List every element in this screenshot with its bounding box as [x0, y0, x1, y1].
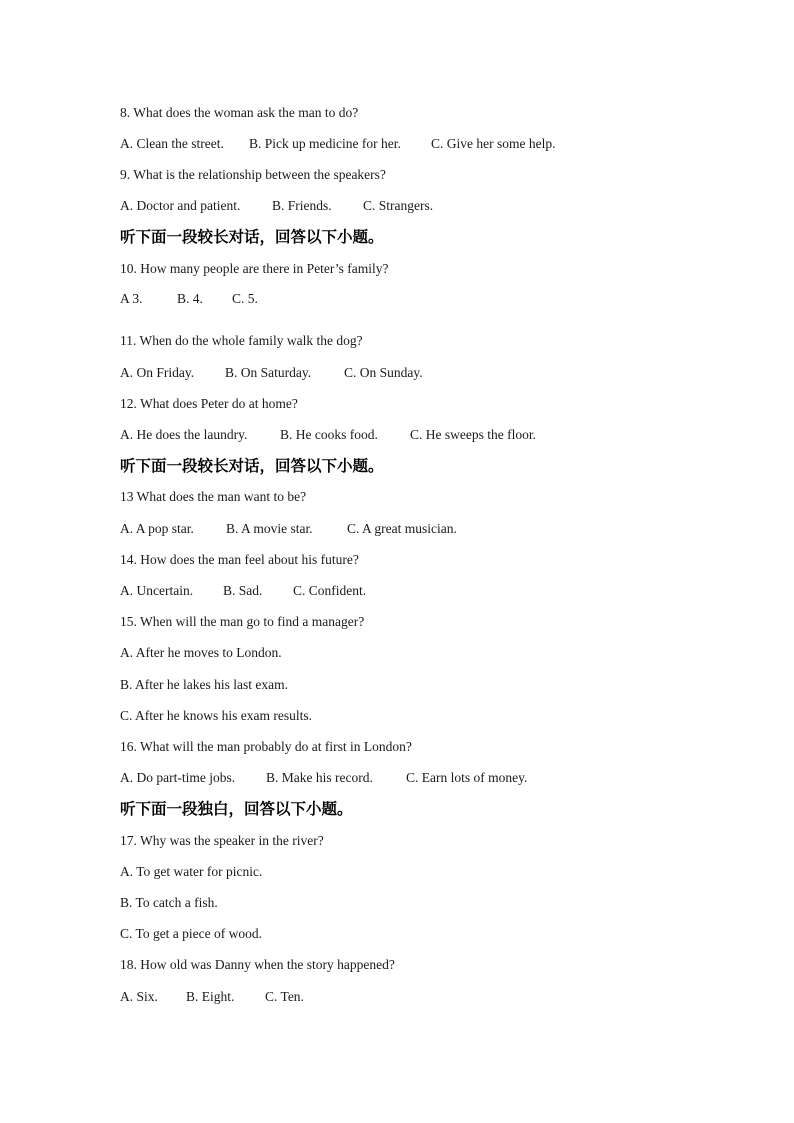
- option-a: A. Clean the street.: [120, 136, 224, 151]
- option-b: B. Sad.: [223, 583, 263, 598]
- option-a: A. A pop star.: [120, 521, 194, 536]
- option-b: B. To catch a fish.: [120, 895, 218, 910]
- question-14-options: [120, 583, 366, 599]
- section-heading: 听下面一段较长对话，回答以下小题。: [120, 228, 384, 246]
- option-a: A 3.: [120, 291, 143, 306]
- question-10-options: [120, 291, 258, 307]
- option-b: B. On Saturday.: [225, 365, 312, 380]
- question-16: 16. What will the man probably do at first in London?: [120, 739, 412, 754]
- option-c: C. Earn lots of money.: [406, 770, 528, 785]
- option-a: A. On Friday.: [120, 365, 195, 380]
- question-13: 13 What does the man want to be?: [120, 489, 307, 504]
- option-b: B. A movie star.: [226, 521, 313, 536]
- option-c: C. To get a piece of wood.: [120, 926, 263, 941]
- option-a: A. After he moves to London.: [120, 645, 282, 660]
- question-16-options: [120, 770, 527, 786]
- option-c: C. Give her some help.: [431, 136, 556, 151]
- question-11-options: [120, 365, 423, 381]
- question-10: 10. How many people are there in Peter’s family?: [120, 261, 389, 276]
- section-heading: 听下面一段独白，回答以下小题。: [120, 800, 353, 818]
- option-a: A. Six.: [120, 989, 158, 1004]
- question-8: 8. What does the woman ask the man to do?: [120, 105, 359, 120]
- question-15: 15. When will the man go to find a manager?: [120, 614, 365, 629]
- question-12: 12. What does Peter do at home?: [120, 396, 298, 411]
- option-c: C. Confident.: [293, 583, 367, 598]
- question-9-options: [120, 198, 433, 214]
- question-13-options: [120, 521, 457, 537]
- option-a: A. Do part-time jobs.: [120, 770, 236, 785]
- option-c: C. On Sunday.: [344, 365, 423, 380]
- option-a: A. Doctor and patient.: [120, 198, 241, 213]
- option-a: A. To get water for picnic.: [120, 864, 263, 879]
- option-a: A. He does the laundry.: [120, 427, 248, 442]
- option-c: C. A great musician.: [347, 521, 457, 536]
- question-12-options: [120, 427, 536, 443]
- option-b: B. He cooks food.: [280, 427, 378, 442]
- option-b: B. Eight.: [186, 989, 235, 1004]
- question-18: 18. How old was Danny when the story happened?: [120, 957, 395, 972]
- option-a: A. Uncertain.: [120, 583, 194, 598]
- option-b: B. 4.: [177, 291, 203, 306]
- question-18-options: [120, 989, 304, 1005]
- question-8-options: [120, 136, 555, 152]
- question-11: 11. When do the whole family walk the dog?: [120, 333, 363, 348]
- option-b: B. After he lakes his last exam.: [120, 677, 288, 692]
- option-b: B. Make his record.: [266, 770, 373, 785]
- option-c: C. Ten.: [265, 989, 304, 1004]
- section-heading: 听下面一段较长对话，回答以下小题。: [120, 457, 384, 475]
- option-c: C. After he knows his exam results.: [120, 708, 312, 723]
- option-b: B. Pick up medicine for her.: [249, 136, 401, 151]
- option-b: B. Friends.: [272, 198, 332, 213]
- option-c: C. 5.: [232, 291, 258, 306]
- question-9: 9. What is the relationship between the speakers?: [120, 167, 386, 182]
- question-17: 17. Why was the speaker in the river?: [120, 833, 324, 848]
- option-c: C. Strangers.: [363, 198, 434, 213]
- option-c: C. He sweeps the floor.: [410, 427, 536, 442]
- question-14: 14. How does the man feel about his future?: [120, 552, 359, 567]
